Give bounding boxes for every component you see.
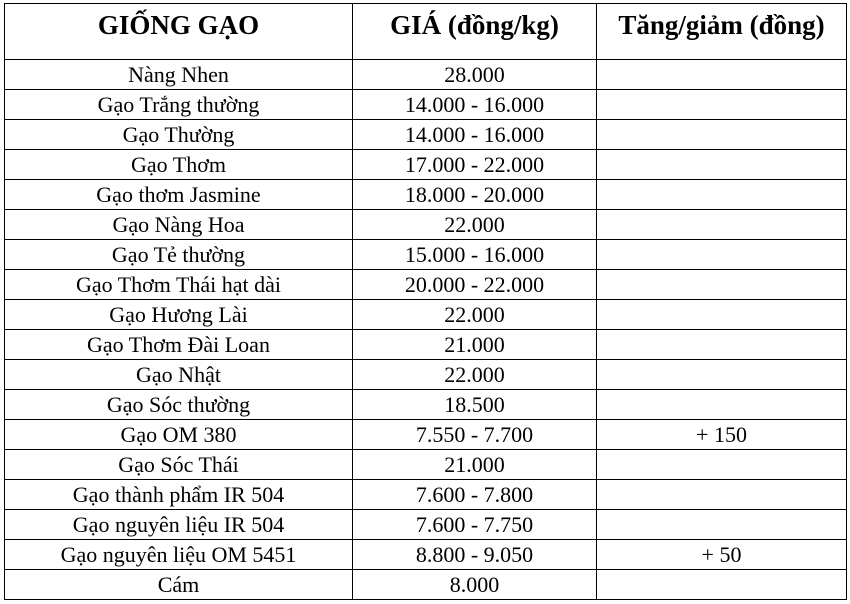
table-row [5,300,847,330]
cell-change [597,300,847,330]
cell-rice-variety: Gạo Trắng thường [5,90,353,120]
header-price: GIÁ (đồng/kg) [353,4,597,60]
table-row [5,270,847,300]
cell-rice-variety: Cám [5,570,353,600]
cell-rice-variety: Gạo nguyên liệu OM 5451 [5,540,353,570]
table-row [5,330,847,360]
cell-change [597,210,847,240]
cell-rice-variety: Gạo Tẻ thường [5,240,353,270]
table-row [5,120,847,150]
cell-change [597,120,847,150]
rice-price-table [4,3,847,600]
cell-rice-variety: Gạo thơm Jasmine [5,180,353,210]
table-row [5,210,847,240]
table-row [5,540,847,570]
cell-change [597,450,847,480]
cell-change [597,510,847,540]
cell-rice-variety: Gạo Sóc thường [5,390,353,420]
table-row [5,150,847,180]
cell-rice-variety: Gạo Thơm Thái hạt dài [5,270,353,300]
cell-change [597,570,847,600]
cell-rice-variety: Gạo Sóc Thái [5,450,353,480]
cell-price: 22.000 [353,300,597,330]
cell-rice-variety: Gạo Thường [5,120,353,150]
cell-price: 22.000 [353,210,597,240]
cell-change [597,60,847,90]
cell-price: 17.000 - 22.000 [353,150,597,180]
cell-change: + 150 [597,420,847,450]
header-change: Tăng/giảm (đồng) [597,4,847,60]
cell-price: 7.600 - 7.800 [353,480,597,510]
cell-price: 14.000 - 16.000 [353,120,597,150]
cell-price: 21.000 [353,330,597,360]
table-row [5,240,847,270]
cell-change [597,90,847,120]
header-rice-variety: GIỐNG GẠO [5,4,353,60]
table-header-row [5,4,847,60]
cell-rice-variety: Gạo OM 380 [5,420,353,450]
table-row [5,60,847,90]
cell-change [597,240,847,270]
cell-price: 14.000 - 16.000 [353,90,597,120]
cell-change [597,270,847,300]
cell-change [597,480,847,510]
table-row [5,420,847,450]
cell-change [597,390,847,420]
cell-price: 21.000 [353,450,597,480]
cell-rice-variety: Gạo Thơm [5,150,353,180]
table-body [5,60,847,600]
cell-rice-variety: Gạo Thơm Đài Loan [5,330,353,360]
cell-price: 18.000 - 20.000 [353,180,597,210]
table-row [5,510,847,540]
cell-change [597,150,847,180]
cell-price: 8.800 - 9.050 [353,540,597,570]
cell-change [597,330,847,360]
cell-rice-variety: Gạo Nhật [5,360,353,390]
cell-rice-variety: Nàng Nhen [5,60,353,90]
cell-change [597,360,847,390]
cell-rice-variety: Gạo Nàng Hoa [5,210,353,240]
cell-price: 18.500 [353,390,597,420]
table-row [5,390,847,420]
cell-price: 8.000 [353,570,597,600]
cell-rice-variety: Gạo nguyên liệu IR 504 [5,510,353,540]
cell-price: 15.000 - 16.000 [353,240,597,270]
cell-change: + 50 [597,540,847,570]
table-row [5,90,847,120]
table-row [5,570,847,600]
table-row [5,180,847,210]
cell-price: 7.600 - 7.750 [353,510,597,540]
cell-change [597,180,847,210]
table-row [5,480,847,510]
cell-price: 20.000 - 22.000 [353,270,597,300]
cell-price: 28.000 [353,60,597,90]
cell-rice-variety: Gạo thành phẩm IR 504 [5,480,353,510]
cell-rice-variety: Gạo Hương Lài [5,300,353,330]
table-row [5,360,847,390]
table-row [5,450,847,480]
cell-price: 7.550 - 7.700 [353,420,597,450]
cell-price: 22.000 [353,360,597,390]
